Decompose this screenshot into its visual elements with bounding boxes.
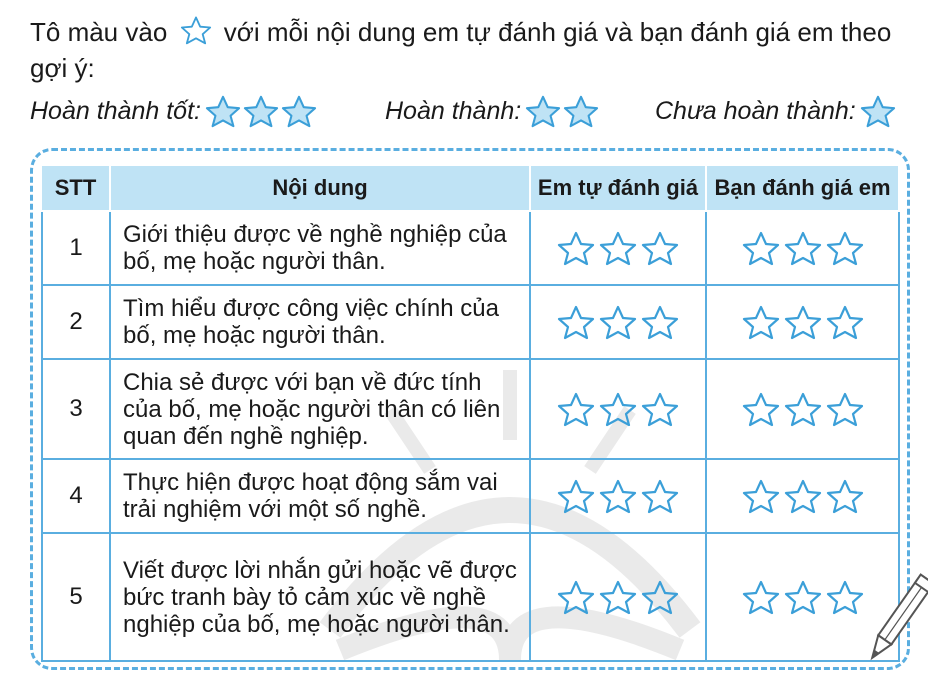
self-eval-cell[interactable] (530, 211, 706, 285)
legend-complete-label: Hoàn thành: (385, 96, 522, 125)
star-group[interactable] (707, 391, 898, 427)
header-stt: STT (42, 166, 110, 211)
star-icon[interactable] (640, 230, 680, 266)
peer-eval-cell[interactable] (706, 211, 899, 285)
star-icon (203, 94, 243, 128)
instruction-text (30, 14, 930, 86)
legend-incomplete-label: Chưa hoàn thành: (655, 96, 856, 125)
table-row (42, 359, 899, 459)
peer-eval-cell[interactable] (706, 285, 899, 359)
star-icon[interactable] (741, 304, 781, 340)
star-icon (279, 94, 319, 128)
star-icon[interactable] (783, 230, 823, 266)
instruction-before-star: Tô màu vào (30, 17, 168, 47)
star-icon[interactable] (598, 391, 638, 427)
star-icon[interactable] (825, 579, 865, 615)
row-content: Viết được lời nhắn gửi hoặc vẽ được bức tranh bày tỏ cảm xúc về nghề nghiệp của bố, mẹ hoặc người thân. (110, 533, 530, 661)
table-row (42, 459, 899, 533)
row-content: Chia sẻ được với bạn về đức tính của bố, mẹ hoặc người thân có liên quan đến nghề nghiệp. (110, 359, 530, 459)
self-eval-cell[interactable] (530, 533, 706, 661)
self-eval-cell[interactable] (530, 359, 706, 459)
table-row (42, 285, 899, 359)
row-number: 1 (42, 211, 110, 285)
star-icon (523, 94, 563, 128)
peer-eval-cell[interactable] (706, 459, 899, 533)
star-icon[interactable] (556, 230, 596, 266)
star-icon[interactable] (783, 478, 823, 514)
row-content: Tìm hiểu được công việc chính của bố, mẹ hoặc người thân. (110, 285, 530, 359)
star-icon (858, 94, 898, 128)
peer-eval-cell[interactable] (706, 359, 899, 459)
legend-excellent (30, 94, 319, 128)
rating-legend (30, 94, 930, 134)
table-row (42, 533, 899, 661)
star-icon[interactable] (783, 304, 823, 340)
star-icon[interactable] (556, 304, 596, 340)
row-number: 3 (42, 359, 110, 459)
star-group[interactable] (531, 579, 705, 615)
star-icon[interactable] (640, 478, 680, 514)
legend-complete (385, 94, 601, 128)
star-group[interactable] (531, 391, 705, 427)
star-icon (179, 15, 213, 45)
star-icon[interactable] (640, 579, 680, 615)
star-group[interactable] (531, 230, 705, 266)
legend-excellent-label: Hoàn thành tốt: (30, 96, 201, 125)
star-group[interactable] (707, 230, 898, 266)
star-icon[interactable] (741, 230, 781, 266)
pencil-icon (868, 566, 928, 676)
star-icon[interactable] (598, 579, 638, 615)
row-number: 2 (42, 285, 110, 359)
star-icon[interactable] (783, 579, 823, 615)
row-content: Thực hiện được hoạt động sắm vai trải nghiệm với một số nghề. (110, 459, 530, 533)
star-icon[interactable] (741, 391, 781, 427)
legend-incomplete (655, 94, 898, 128)
self-eval-cell[interactable] (530, 285, 706, 359)
table-header-row (42, 166, 899, 211)
row-number: 4 (42, 459, 110, 533)
star-group[interactable] (531, 304, 705, 340)
star-icon[interactable] (598, 230, 638, 266)
star-group[interactable] (707, 478, 898, 514)
star-icon[interactable] (556, 391, 596, 427)
star-icon[interactable] (598, 304, 638, 340)
star-icon[interactable] (598, 478, 638, 514)
self-eval-cell[interactable] (530, 459, 706, 533)
star-icon[interactable] (640, 304, 680, 340)
header-peer-eval: Bạn đánh giá em (706, 166, 899, 211)
instruction-after-star: với mỗi nội dung em tự đánh giá và bạn đánh giá em theo gợi ý: (30, 17, 892, 83)
row-content: Giới thiệu được về nghề nghiệp của bố, mẹ hoặc người thân. (110, 211, 530, 285)
star-icon[interactable] (825, 304, 865, 340)
star-icon (241, 94, 281, 128)
star-icon[interactable] (556, 478, 596, 514)
star-group[interactable] (531, 478, 705, 514)
star-group[interactable] (707, 304, 898, 340)
header-content: Nội dung (110, 166, 530, 211)
table-row (42, 211, 899, 285)
self-assessment-table (41, 166, 900, 662)
star-icon[interactable] (825, 478, 865, 514)
star-icon[interactable] (556, 579, 596, 615)
star-icon[interactable] (783, 391, 823, 427)
star-icon[interactable] (741, 579, 781, 615)
star-icon[interactable] (741, 478, 781, 514)
header-self-eval: Em tự đánh giá (530, 166, 706, 211)
star-icon[interactable] (640, 391, 680, 427)
star-icon[interactable] (825, 391, 865, 427)
row-number: 5 (42, 533, 110, 661)
star-icon (561, 94, 601, 128)
star-icon[interactable] (825, 230, 865, 266)
